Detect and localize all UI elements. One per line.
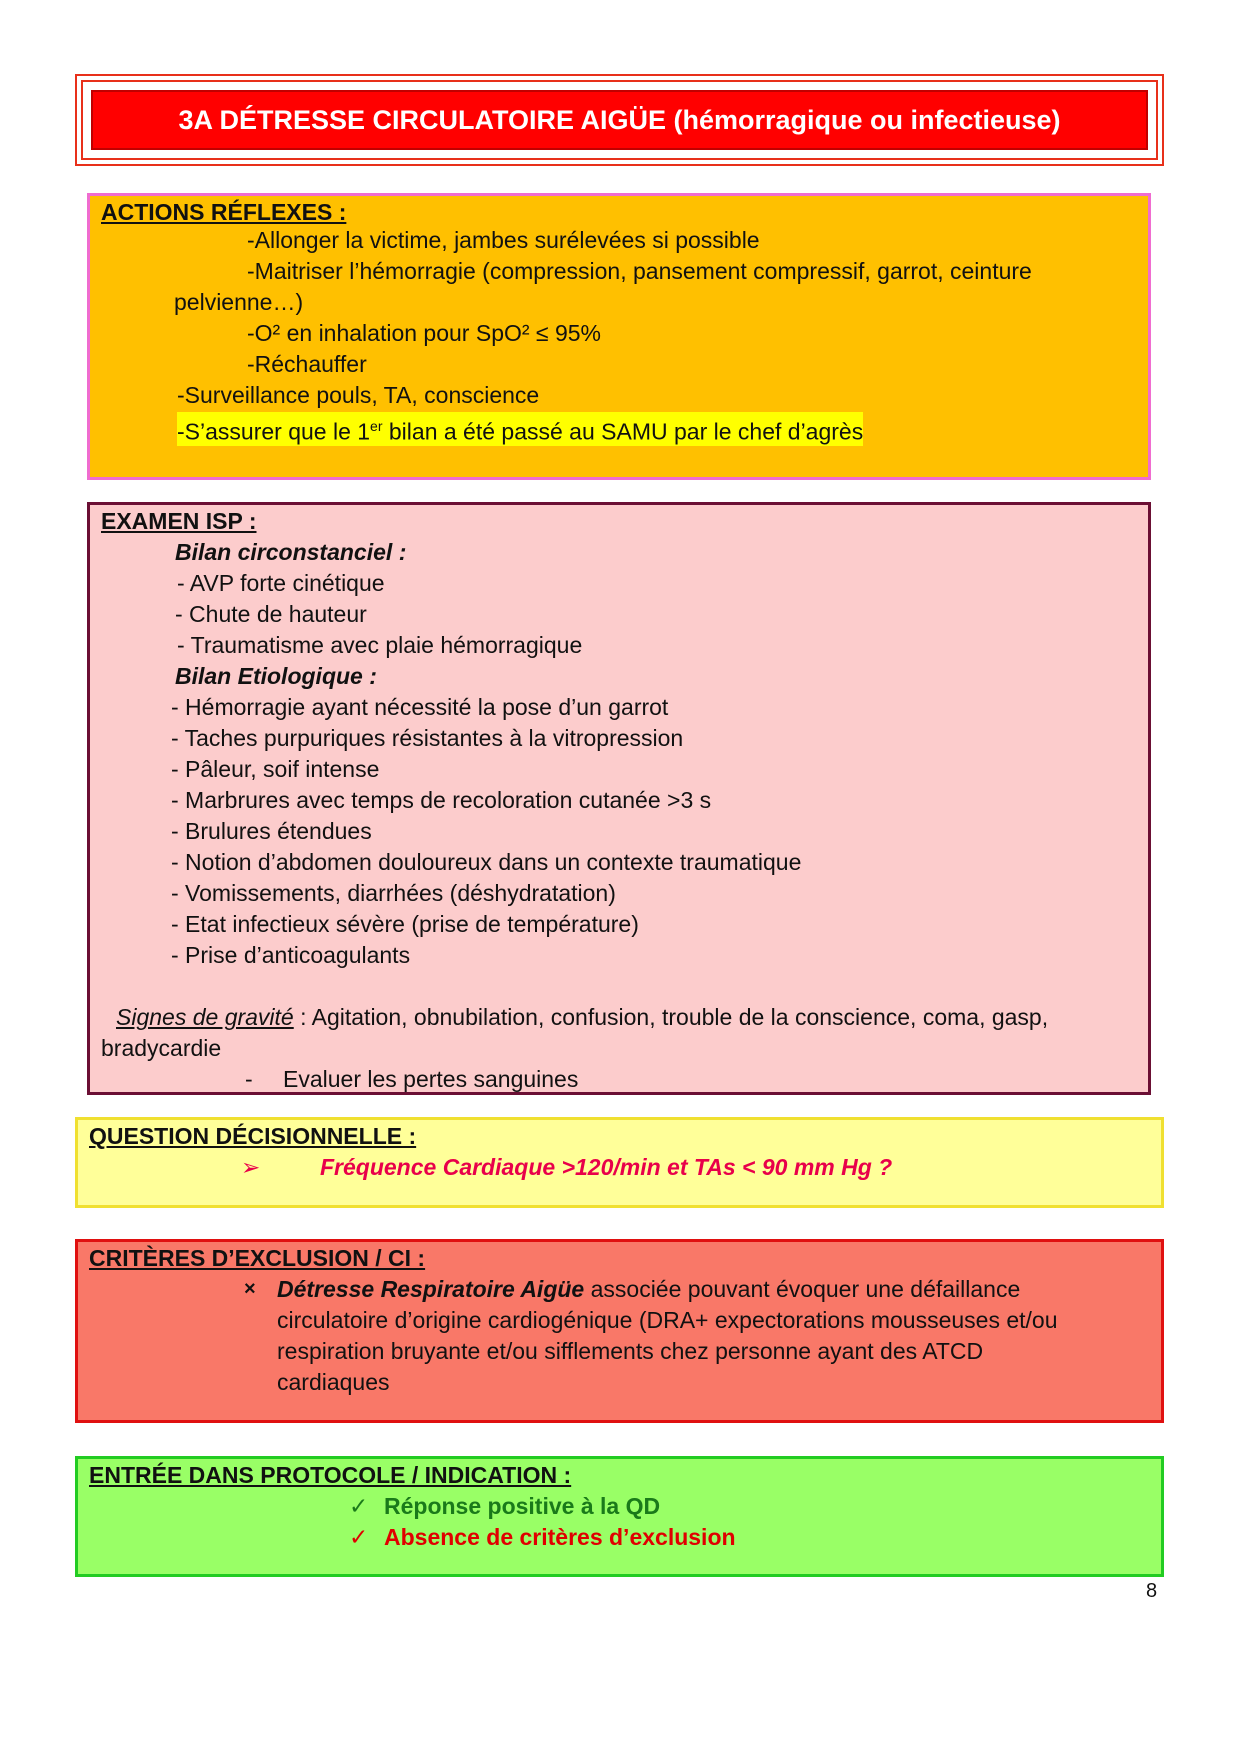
arrow-bullet-icon: ➢ [241, 1154, 261, 1180]
signes-gravite [116, 1003, 1048, 1031]
page-number: 8 [1146, 1580, 1158, 1602]
question-heading: QUESTION DÉCISIONNELLE : [89, 1123, 417, 1149]
action-line: pelvienne…) [174, 289, 304, 315]
criteres-line: respiration bruyante et/ou sifflements chez personne ayant des ATCD [277, 1338, 984, 1364]
bilan-circonstanciel-title: Bilan circonstanciel : [175, 539, 407, 565]
check-icon: ✓ [349, 1524, 369, 1550]
entree-item-exclusion: Absence de critères d’exclusion [384, 1524, 736, 1550]
etio-item: - Notion d’abdomen douloureux dans un contexte traumatique [171, 849, 802, 875]
circ-item: - AVP forte cinétique [177, 570, 385, 596]
circ-item: - Traumatisme avec plaie hémorragique [177, 632, 583, 658]
action-line: -O² en inhalation pour SpO² ≤ 95% [247, 320, 601, 346]
question-text: Fréquence Cardiaque >120/min et TAs < 90 mm Hg ? [320, 1154, 893, 1180]
criteres-line: circulatoire d’origine cardiogénique (DRA+ expectorations mousseuses et/ou [277, 1307, 1058, 1333]
circ-item: - Chute de hauteur [175, 601, 367, 627]
bilan-etiologique-title: Bilan Etiologique : [175, 663, 377, 689]
criteres-exclusion-box [75, 1239, 1164, 1423]
criteres-bold-text: Détresse Respiratoire Aigüe [277, 1276, 585, 1302]
action-line: -Allonger la victime, jambes surélevées si possible [247, 227, 760, 253]
highlight-text-after: bilan a été passé au SAMU par le chef d’agrès [382, 418, 864, 445]
etio-item: - Etat infectieux sévère (prise de température) [171, 911, 639, 937]
actions-heading: ACTIONS RÉFLEXES : [101, 199, 347, 225]
highlight-text-before: -S’assurer que le 1 [177, 418, 371, 445]
examen-heading: EXAMEN ISP : [101, 508, 257, 534]
etio-item: - Taches purpuriques résistantes à la vitropression [171, 725, 684, 751]
action-line: -Maitriser l’hémorragie (compression, pansement compressif, garrot, ceinture [247, 258, 1032, 284]
entree-protocole-box [75, 1456, 1164, 1577]
criteres-line: cardiaques [277, 1369, 390, 1395]
action-line: -Réchauffer [247, 351, 367, 377]
title-banner [75, 74, 1164, 166]
signes-gravite-label: Signes de gravité [116, 1004, 294, 1030]
etio-item: - Marbrures avec temps de recoloration cutanée >3 s [171, 787, 712, 813]
etio-item: - Hémorragie ayant nécessité la pose d’un garrot [171, 694, 669, 720]
cross-bullet-icon: × [244, 1278, 256, 1300]
evaluer-dash: - [245, 1066, 253, 1092]
check-icon: ✓ [349, 1493, 369, 1519]
etio-item: - Pâleur, soif intense [171, 756, 380, 782]
evaluer-pertes: Evaluer les pertes sanguines [283, 1066, 579, 1092]
highlighted-action [177, 412, 863, 446]
actions-reflexes-box [87, 193, 1151, 480]
etio-item: - Prise d’anticoagulants [171, 942, 411, 968]
signes-gravite-text: : Agitation, obnubilation, confusion, trouble de la conscience, coma, gasp, [293, 1004, 1049, 1030]
entree-item-qd: Réponse positive à la QD [384, 1493, 661, 1519]
signes-gravite-cont: bradycardie [101, 1035, 222, 1061]
entree-heading: ENTRÉE DANS PROTOCOLE / INDICATION : [89, 1462, 572, 1488]
criteres-heading: CRITÈRES D’EXCLUSION / CI : [89, 1245, 426, 1271]
highlight-superscript: er [370, 418, 383, 434]
etio-item: - Vomissements, diarrhées (déshydratation) [171, 880, 616, 906]
criteres-text: associée pouvant évoquer une défaillance [584, 1276, 1021, 1302]
criteres-line [277, 1275, 1020, 1303]
etio-item: - Brulures étendues [171, 818, 372, 844]
question-decisionnelle-box [75, 1117, 1164, 1208]
action-line: -Surveillance pouls, TA, conscience [177, 382, 540, 408]
examen-isp-box [87, 502, 1151, 1095]
page-title: 3A DÉTRESSE CIRCULATOIRE AIGÜE (hémorragique ou infectieuse) [91, 90, 1148, 150]
